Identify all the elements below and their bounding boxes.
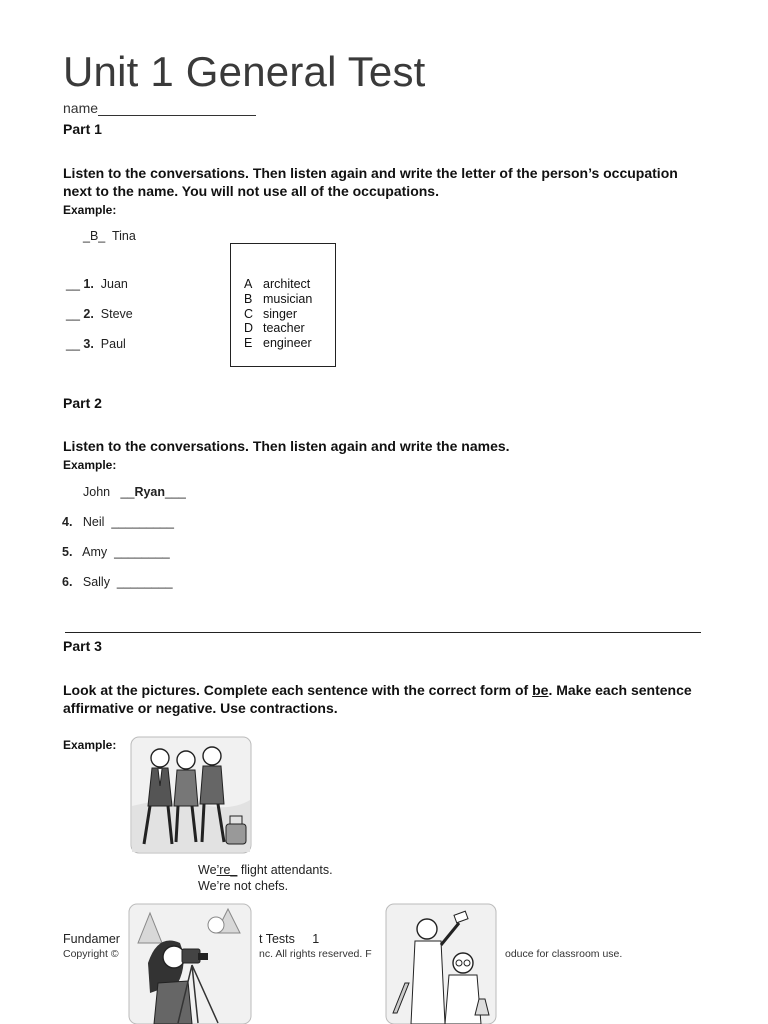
part2-example-label: Example:: [63, 458, 117, 472]
answer-blank: ________: [114, 545, 170, 559]
example-answer: Ryan: [134, 485, 166, 499]
example-name: John: [83, 485, 111, 499]
item-name: Amy: [82, 545, 108, 559]
item-name: Steve: [100, 307, 133, 321]
part1-heading: Part 1: [63, 121, 102, 137]
item-number: 5.: [62, 545, 73, 559]
item-number: 4.: [62, 515, 73, 529]
list-item[interactable]: [66, 277, 128, 291]
footer-title-left: Fundamer: [63, 932, 120, 946]
list-item[interactable]: [66, 337, 126, 351]
part2-example-item: John __Ryan___: [83, 485, 186, 499]
footer-copyright-left: Copyright ©: [63, 948, 119, 960]
footer-title-mid: t Tests 1: [259, 932, 320, 946]
answer-blank: __: [66, 337, 80, 351]
item-number: 2.: [83, 307, 94, 321]
part3-example-label: Example:: [63, 738, 117, 752]
part2-heading: Part 2: [63, 395, 102, 411]
example-sentence-negative: We’re not chefs.: [198, 879, 289, 893]
scientists-illustration: [385, 903, 497, 1024]
answer-blank: _________: [111, 515, 174, 529]
part3-instructions: Look at the pictures. Complete each sentence with the correct form of be. Make each sentence affirmative or negative. Use contractions.: [63, 682, 692, 716]
part2-instructions: Listen to the conversations. Then listen again and write the names.: [63, 438, 510, 454]
answer-blank: ________: [116, 575, 173, 589]
name-field[interactable]: [63, 100, 256, 116]
occupation-option: E engineer: [244, 336, 312, 350]
item-number: 1.: [83, 277, 94, 291]
list-item[interactable]: [62, 545, 170, 559]
page-title: Unit 1 General Test: [63, 48, 426, 95]
answer-blank: __: [66, 307, 80, 321]
page-number: 1: [312, 932, 320, 946]
item-name: Sally: [82, 575, 110, 589]
list-item[interactable]: [62, 575, 173, 589]
example-name: Tina: [111, 229, 136, 243]
name-label: name: [63, 100, 99, 116]
item-name: Juan: [100, 277, 128, 291]
flight-attendants-illustration: [130, 736, 252, 854]
example-sentence-affirmative: We’re_ flight attendants.: [198, 863, 333, 877]
footer-copyright-right: oduce for classroom use.: [505, 948, 623, 960]
item-name: Neil: [82, 515, 105, 529]
keyword-be: be: [532, 682, 549, 698]
occupation-option: B musician: [244, 292, 313, 306]
occupation-option: A architect: [244, 277, 311, 291]
part1-example-item: _B_ Tina: [83, 229, 136, 243]
photographer-illustration: [128, 903, 252, 1024]
part1-instructions: Listen to the conversations. Then listen again and write the letter of the person’s occupation next to the name. You will not use all of the occupations.: [63, 165, 678, 199]
list-item[interactable]: [62, 515, 174, 529]
name-blank[interactable]: [98, 101, 256, 116]
occupation-option: C singer: [244, 307, 298, 321]
item-name: Paul: [100, 337, 126, 351]
part3-heading: Part 3: [63, 638, 102, 654]
list-item[interactable]: [66, 307, 133, 321]
section-divider: [65, 632, 701, 633]
part1-example-label: Example:: [63, 203, 117, 217]
occupations-box: [230, 243, 336, 367]
footer-copyright-mid: nc. All rights reserved. F: [259, 948, 372, 960]
example-answer: B: [89, 229, 99, 243]
example-answer: ’re_: [216, 863, 238, 877]
answer-blank: __: [66, 277, 80, 291]
item-number: 6.: [62, 575, 73, 589]
item-number: 3.: [83, 337, 94, 351]
occupation-option: D teacher: [244, 321, 305, 335]
